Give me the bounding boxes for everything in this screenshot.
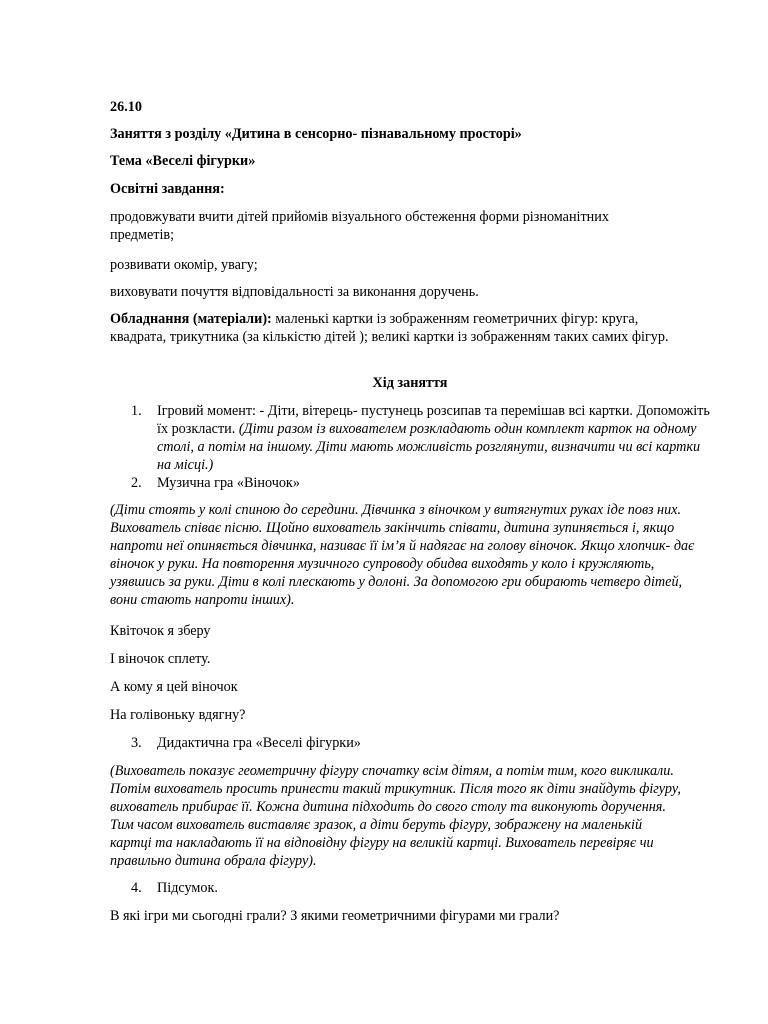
task-3: виховувати почуття відповідальності за виконання доручень.: [110, 284, 479, 300]
task-2: розвивати окомір, увагу;: [110, 257, 258, 273]
list-number: 1.: [131, 403, 142, 419]
final-question: В які ігри ми сьогодні грали? З якими геометричними фігурами ми грали?: [110, 908, 560, 924]
poem-line-4: На голівоньку вдягну?: [110, 707, 246, 723]
equipment-text: маленькі картки із зображенням геометричних фігур: круга, квадрата, трикутника (за кількістю дітей ); великі картки із зображенням таких самих фігур.: [110, 311, 669, 345]
poem-line-3: А кому я цей віночок: [110, 679, 238, 695]
task-1: продовжувати вчити дітей прийомів візуального обстеження форми різноманітних предметів;: [110, 209, 609, 243]
list-number: 2.: [131, 475, 142, 491]
course-heading: Хід заняття: [372, 375, 448, 391]
list-item-text: Дидактична гра «Веселі фігурки»: [157, 735, 361, 751]
date: 26.10: [110, 99, 142, 115]
list-item-text: Підсумок.: [157, 880, 218, 896]
list-number: 3.: [131, 735, 142, 751]
game-moment-text: Ігровий момент: - Діти, вітерець- пустунець розсипав та перемішав всі картки. Допоможіть їх розкласти.: [157, 403, 710, 437]
list-item-text: [157, 402, 717, 474]
didactic-description: (Вихователь показує геометричну фігуру спочатку всім дітям, а потім тим, кого викликали. Потім вихователь просить принести такий трикутник. Після того як діти знайдуть фігуру, вихователь прибирає її. Кожна дитина підходить до свого столу та виконують доручення. Тим часом вихователь виставляє зразок, а діти беруть фігуру, зображену на маленькій картці та накладають її на відповідну фігуру на великій картці. Вихователь перевіряє чи правильно дитина обрала фігуру).: [110, 763, 681, 869]
game-description: (Діти стоять у колі спиною до середини. Дівчинка з віночком у витягнутих руках іде повз них. Вихователь співає пісню. Щойно вихователь закінчить співати, дитина зупиняється і, якщо напроти неї опиняється дівчинка, називає її ім’я й надягає на голову віночок. Якщо хлопчик- дає віночок у руки. На повторення музичного супроводу обидва виходять у коло і кружляють, узявшись за руки. Діти в колі плескають у долоні. За допомогою гри обирають четверо дітей, вони стають напроти інших).: [110, 502, 695, 608]
list-item-text: Музична гра «Віночок»: [157, 475, 300, 491]
poem-line-1: Квіточок я зберу: [110, 623, 211, 639]
topic-title: Тема «Веселі фігурки»: [110, 153, 256, 169]
game-moment-note: (Діти разом із вихователем розкладають один комплект карток на одному столі, а потім на іншому. Діти мають можливість розглянути, визначити чи всі картки на місці.): [157, 421, 701, 473]
poem-line-2: І віночок сплету.: [110, 651, 211, 667]
section-title: Заняття з розділу «Дитина в сенсорно- пізнавальному просторі»: [110, 126, 522, 142]
edu-tasks-heading: Освітні завдання:: [110, 181, 225, 197]
equipment-label: Обладнання (матеріали):: [110, 311, 272, 327]
list-number: 4.: [131, 880, 142, 896]
equipment-paragraph: [110, 310, 690, 346]
